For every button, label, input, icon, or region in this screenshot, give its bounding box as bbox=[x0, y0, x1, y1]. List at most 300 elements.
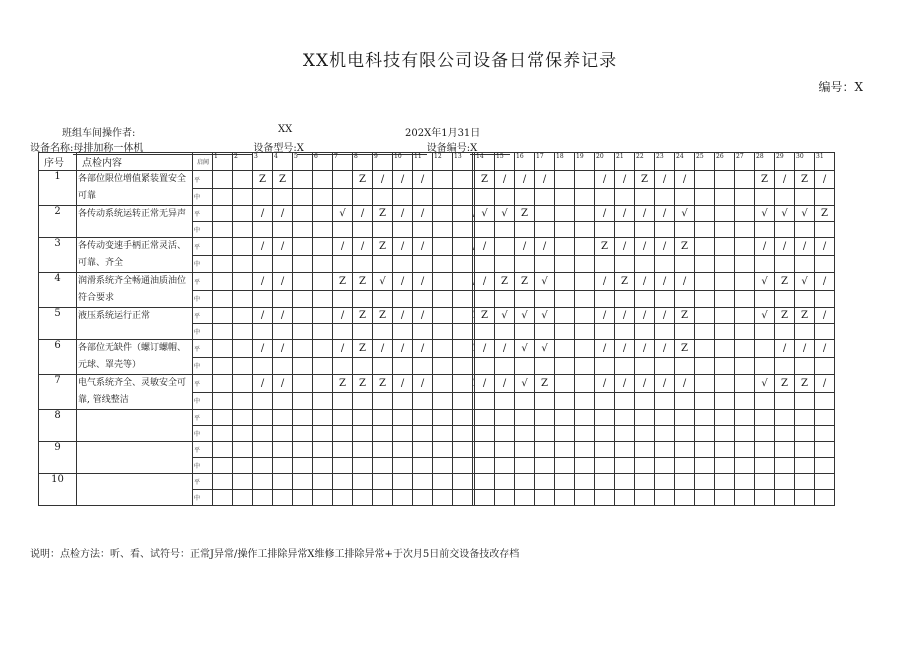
check-mark: Z bbox=[755, 171, 775, 189]
check-mark bbox=[755, 340, 775, 358]
check-mark bbox=[675, 474, 695, 490]
check-mark: / bbox=[815, 171, 835, 189]
check-mark bbox=[755, 426, 775, 442]
check-mark bbox=[333, 410, 353, 426]
check-mark bbox=[373, 490, 393, 506]
check-mark bbox=[755, 222, 775, 238]
check-mark bbox=[213, 490, 233, 506]
check-mark bbox=[555, 188, 575, 206]
check-mark: / bbox=[775, 171, 795, 189]
check-mark bbox=[293, 308, 313, 324]
table-row-day bbox=[39, 308, 835, 324]
check-mark bbox=[495, 474, 515, 490]
check-mark bbox=[313, 255, 333, 273]
check-mark: Z bbox=[815, 206, 835, 222]
check-mark bbox=[735, 255, 755, 273]
check-mark bbox=[293, 255, 313, 273]
check-mark bbox=[695, 375, 715, 393]
check-mark bbox=[213, 238, 233, 256]
check-mark: / bbox=[495, 375, 515, 393]
check-mark bbox=[233, 340, 253, 358]
check-mark bbox=[615, 188, 635, 206]
equipment-serial-label: 设备编号: bbox=[426, 143, 471, 154]
check-mark: / bbox=[615, 308, 635, 324]
header-no: 序号 bbox=[39, 153, 77, 171]
check-mark: Z bbox=[535, 375, 555, 393]
check-mark bbox=[393, 410, 413, 426]
check-mark: / bbox=[815, 375, 835, 393]
check-mark bbox=[515, 458, 535, 474]
check-mark bbox=[495, 442, 515, 458]
check-mark bbox=[213, 324, 233, 340]
check-mark: Z bbox=[353, 273, 373, 291]
check-mark bbox=[373, 324, 393, 340]
check-mark bbox=[695, 392, 715, 410]
check-mark: Z bbox=[675, 238, 695, 256]
table-row-day bbox=[39, 410, 835, 426]
check-mark bbox=[495, 290, 515, 308]
check-mark bbox=[253, 490, 273, 506]
check-mark bbox=[515, 290, 535, 308]
check-mark bbox=[293, 392, 313, 410]
shift-label: 中 bbox=[193, 324, 213, 340]
check-mark bbox=[675, 490, 695, 506]
check-mark bbox=[675, 458, 695, 474]
check-mark: / bbox=[815, 340, 835, 358]
check-mark bbox=[695, 340, 715, 358]
check-mark bbox=[293, 206, 313, 222]
check-mark bbox=[755, 290, 775, 308]
check-mark bbox=[795, 222, 815, 238]
check-mark bbox=[695, 474, 715, 490]
check-mark: / bbox=[413, 238, 433, 256]
check-mark: / bbox=[393, 171, 413, 189]
header-content: 点检内容 bbox=[77, 153, 193, 171]
check-mark bbox=[815, 458, 835, 474]
check-mark bbox=[515, 255, 535, 273]
check-mark bbox=[453, 188, 473, 206]
shift-label: 平 bbox=[193, 308, 213, 324]
item-number: 6 bbox=[39, 340, 77, 375]
check-mark: √ bbox=[515, 340, 535, 358]
check-mark bbox=[815, 290, 835, 308]
header-day: 24 bbox=[675, 153, 695, 171]
check-mark bbox=[475, 426, 495, 442]
check-mark bbox=[373, 255, 393, 273]
check-mark bbox=[755, 324, 775, 340]
header-day: 22 bbox=[635, 153, 655, 171]
check-mark bbox=[755, 255, 775, 273]
check-mark bbox=[313, 357, 333, 375]
check-mark bbox=[413, 458, 433, 474]
check-mark bbox=[213, 410, 233, 426]
shift-label: 平 bbox=[193, 171, 213, 189]
check-mark bbox=[675, 442, 695, 458]
check-mark bbox=[273, 324, 293, 340]
check-mark bbox=[453, 340, 473, 358]
check-mark bbox=[695, 426, 715, 442]
check-mark bbox=[675, 426, 695, 442]
check-mark: Z bbox=[253, 171, 273, 189]
check-mark bbox=[575, 273, 595, 291]
header-day: 10 bbox=[393, 153, 413, 171]
header-day: 29 bbox=[775, 153, 795, 171]
shift-label: 中 bbox=[193, 490, 213, 506]
check-mark bbox=[475, 188, 495, 206]
check-mark bbox=[655, 442, 675, 458]
check-mark bbox=[775, 290, 795, 308]
check-mark bbox=[555, 222, 575, 238]
header-day: 13 bbox=[453, 153, 473, 171]
check-mark bbox=[635, 357, 655, 375]
check-mark bbox=[433, 474, 453, 490]
check-mark bbox=[735, 490, 755, 506]
check-mark: √ bbox=[515, 375, 535, 393]
check-mark bbox=[715, 238, 735, 256]
check-mark: Z bbox=[595, 238, 615, 256]
check-mark bbox=[615, 255, 635, 273]
check-mark bbox=[795, 490, 815, 506]
check-mark bbox=[433, 392, 453, 410]
check-mark: Z bbox=[353, 340, 373, 358]
shift-label: 中 bbox=[193, 357, 213, 375]
check-mark bbox=[353, 490, 373, 506]
check-mark bbox=[213, 222, 233, 238]
check-mark bbox=[575, 222, 595, 238]
check-mark bbox=[735, 442, 755, 458]
check-mark bbox=[715, 474, 735, 490]
check-mark bbox=[353, 255, 373, 273]
check-mark bbox=[293, 357, 313, 375]
check-mark bbox=[313, 458, 333, 474]
check-mark bbox=[755, 458, 775, 474]
check-mark: √ bbox=[755, 206, 775, 222]
check-mark: √ bbox=[333, 206, 353, 222]
check-mark bbox=[795, 442, 815, 458]
check-mark bbox=[233, 458, 253, 474]
item-number: 1 bbox=[39, 171, 77, 206]
check-mark bbox=[233, 290, 253, 308]
header-day: 5 bbox=[293, 153, 313, 171]
check-mark bbox=[373, 222, 393, 238]
check-mark bbox=[715, 273, 735, 291]
check-mark bbox=[453, 375, 473, 393]
check-mark bbox=[453, 171, 473, 189]
table-row-day bbox=[39, 375, 835, 393]
check-mark bbox=[453, 222, 473, 238]
check-mark bbox=[495, 188, 515, 206]
check-mark bbox=[715, 171, 735, 189]
check-mark bbox=[675, 357, 695, 375]
check-mark bbox=[333, 490, 353, 506]
check-mark bbox=[293, 410, 313, 426]
item-number: 3 bbox=[39, 238, 77, 273]
check-mark bbox=[253, 474, 273, 490]
check-mark: / bbox=[413, 308, 433, 324]
check-mark: / bbox=[795, 238, 815, 256]
check-mark bbox=[433, 490, 453, 506]
item-content: 各部位限位增值紧装置安全可靠 bbox=[77, 171, 193, 206]
check-mark: / bbox=[475, 375, 495, 393]
check-mark bbox=[313, 490, 333, 506]
check-mark bbox=[253, 426, 273, 442]
check-mark bbox=[515, 324, 535, 340]
check-mark bbox=[615, 357, 635, 375]
check-mark bbox=[655, 458, 675, 474]
header-day: 15 bbox=[495, 153, 515, 171]
check-mark bbox=[655, 188, 675, 206]
check-mark bbox=[273, 490, 293, 506]
check-mark bbox=[655, 324, 675, 340]
check-mark: √ bbox=[515, 308, 535, 324]
check-mark bbox=[695, 238, 715, 256]
shift-label: 平 bbox=[193, 238, 213, 256]
check-mark bbox=[433, 324, 453, 340]
check-mark bbox=[735, 357, 755, 375]
check-mark bbox=[313, 340, 333, 358]
check-mark bbox=[515, 222, 535, 238]
check-mark bbox=[715, 426, 735, 442]
check-mark: / bbox=[615, 340, 635, 358]
check-mark bbox=[795, 392, 815, 410]
check-mark bbox=[555, 206, 575, 222]
check-mark: √ bbox=[495, 206, 515, 222]
check-mark bbox=[433, 188, 453, 206]
check-mark bbox=[253, 458, 273, 474]
check-mark bbox=[393, 426, 413, 442]
item-content bbox=[77, 442, 193, 474]
item-number: 8 bbox=[39, 410, 77, 442]
check-mark bbox=[495, 238, 515, 256]
check-mark bbox=[333, 458, 353, 474]
check-mark bbox=[475, 490, 495, 506]
table-row-day bbox=[39, 340, 835, 358]
legend-note: 说明：点检方法：听、看、试符号：正常J异常/操作工排除异常X维修工排除异常+于次月5日前交设备技改存档 bbox=[30, 549, 520, 560]
item-content: 各部位无缺件（螺订螺帽、元球、罩壳等） bbox=[77, 340, 193, 375]
check-mark bbox=[635, 410, 655, 426]
check-mark: Z bbox=[795, 171, 815, 189]
check-mark: / bbox=[253, 308, 273, 324]
check-mark bbox=[735, 392, 755, 410]
check-mark: Z bbox=[515, 273, 535, 291]
check-mark bbox=[715, 340, 735, 358]
check-mark bbox=[293, 474, 313, 490]
check-mark bbox=[815, 324, 835, 340]
check-mark bbox=[555, 290, 575, 308]
check-mark bbox=[695, 222, 715, 238]
check-mark bbox=[715, 490, 735, 506]
check-mark bbox=[313, 410, 333, 426]
table-row-day bbox=[39, 206, 835, 222]
check-mark: / bbox=[815, 238, 835, 256]
check-mark bbox=[253, 410, 273, 426]
check-mark: Z bbox=[775, 375, 795, 393]
check-mark bbox=[433, 375, 453, 393]
check-mark bbox=[795, 426, 815, 442]
check-mark bbox=[715, 442, 735, 458]
check-mark: Z bbox=[795, 308, 815, 324]
check-mark bbox=[313, 290, 333, 308]
check-mark bbox=[595, 392, 615, 410]
check-mark bbox=[535, 324, 555, 340]
check-mark bbox=[815, 357, 835, 375]
check-mark bbox=[695, 308, 715, 324]
check-mark bbox=[433, 222, 453, 238]
check-mark bbox=[555, 410, 575, 426]
check-mark bbox=[453, 458, 473, 474]
check-mark bbox=[755, 357, 775, 375]
check-mark: / bbox=[333, 308, 353, 324]
check-mark bbox=[775, 458, 795, 474]
check-mark bbox=[775, 357, 795, 375]
check-mark bbox=[433, 410, 453, 426]
equipment-model-label: 设备型号: bbox=[253, 143, 297, 154]
check-mark bbox=[575, 171, 595, 189]
check-mark bbox=[635, 442, 655, 458]
check-mark bbox=[453, 255, 473, 273]
check-mark bbox=[575, 340, 595, 358]
header-day: 28 bbox=[755, 153, 775, 171]
check-mark bbox=[213, 255, 233, 273]
check-mark bbox=[495, 410, 515, 426]
check-mark bbox=[393, 458, 413, 474]
check-mark: / bbox=[413, 171, 433, 189]
maintenance-record-table bbox=[38, 152, 835, 506]
check-mark: Z bbox=[475, 308, 495, 324]
shift-label: 中 bbox=[193, 392, 213, 410]
check-mark: Z bbox=[353, 308, 373, 324]
check-mark bbox=[253, 255, 273, 273]
equipment-model-value: X bbox=[297, 143, 427, 155]
check-mark bbox=[795, 410, 815, 426]
check-mark bbox=[775, 222, 795, 238]
check-mark bbox=[695, 273, 715, 291]
check-mark bbox=[695, 410, 715, 426]
check-mark bbox=[535, 410, 555, 426]
check-mark: Z bbox=[333, 375, 353, 393]
header-day: 27 bbox=[735, 153, 755, 171]
operator-label: 班组车间操作者: bbox=[62, 128, 136, 139]
table-row-day bbox=[39, 171, 835, 189]
check-mark: √ bbox=[755, 375, 775, 393]
check-mark bbox=[715, 392, 735, 410]
item-content: 液压系统运行正常 bbox=[77, 308, 193, 340]
check-mark bbox=[635, 324, 655, 340]
check-mark: / bbox=[413, 375, 433, 393]
shift-label: 中 bbox=[193, 188, 213, 206]
check-mark bbox=[735, 273, 755, 291]
check-mark bbox=[413, 290, 433, 308]
check-mark: / bbox=[655, 171, 675, 189]
check-mark bbox=[393, 357, 413, 375]
check-mark: Z bbox=[475, 171, 495, 189]
check-mark bbox=[433, 458, 453, 474]
check-mark: / bbox=[595, 206, 615, 222]
check-mark bbox=[313, 273, 333, 291]
check-mark: / bbox=[253, 238, 273, 256]
check-mark: / bbox=[475, 340, 495, 358]
check-mark: / bbox=[655, 340, 675, 358]
check-mark: / bbox=[675, 273, 695, 291]
check-mark bbox=[413, 324, 433, 340]
check-mark bbox=[495, 324, 515, 340]
check-mark: √ bbox=[755, 308, 775, 324]
check-mark bbox=[655, 410, 675, 426]
check-mark bbox=[715, 290, 735, 308]
check-mark bbox=[433, 357, 453, 375]
header-day: 8 bbox=[353, 153, 373, 171]
header-day: 7 bbox=[333, 153, 353, 171]
check-mark bbox=[595, 458, 615, 474]
check-mark bbox=[353, 290, 373, 308]
check-mark bbox=[795, 290, 815, 308]
check-mark bbox=[293, 490, 313, 506]
check-mark bbox=[575, 474, 595, 490]
check-mark bbox=[333, 442, 353, 458]
check-mark bbox=[515, 474, 535, 490]
check-mark bbox=[393, 222, 413, 238]
check-mark bbox=[313, 392, 333, 410]
check-mark: / bbox=[495, 340, 515, 358]
check-mark bbox=[695, 324, 715, 340]
check-mark bbox=[555, 490, 575, 506]
check-mark bbox=[555, 442, 575, 458]
check-mark: / bbox=[615, 206, 635, 222]
check-mark: / bbox=[253, 375, 273, 393]
check-mark bbox=[213, 188, 233, 206]
check-mark bbox=[233, 426, 253, 442]
check-mark bbox=[475, 222, 495, 238]
check-mark bbox=[575, 206, 595, 222]
check-mark: / bbox=[413, 273, 433, 291]
check-mark bbox=[413, 474, 433, 490]
check-mark bbox=[815, 474, 835, 490]
check-mark bbox=[213, 442, 233, 458]
check-mark: √ bbox=[535, 273, 555, 291]
check-mark bbox=[213, 206, 233, 222]
table-row-day bbox=[39, 238, 835, 256]
shift-label: 平 bbox=[193, 273, 213, 291]
check-mark bbox=[233, 255, 253, 273]
check-mark bbox=[735, 410, 755, 426]
check-mark bbox=[775, 324, 795, 340]
check-mark bbox=[373, 357, 393, 375]
check-mark bbox=[233, 238, 253, 256]
check-mark bbox=[413, 442, 433, 458]
check-mark: Z bbox=[333, 273, 353, 291]
check-mark bbox=[655, 490, 675, 506]
check-mark bbox=[453, 357, 473, 375]
check-mark bbox=[495, 392, 515, 410]
check-mark bbox=[273, 188, 293, 206]
check-mark bbox=[253, 188, 273, 206]
check-mark bbox=[555, 474, 575, 490]
check-mark bbox=[695, 442, 715, 458]
check-mark bbox=[495, 222, 515, 238]
table-row-day bbox=[39, 474, 835, 490]
check-mark: / bbox=[815, 273, 835, 291]
check-mark: / bbox=[655, 308, 675, 324]
check-mark bbox=[615, 458, 635, 474]
check-mark bbox=[475, 290, 495, 308]
check-mark: / bbox=[595, 308, 615, 324]
header-day: 18 bbox=[555, 153, 575, 171]
check-mark bbox=[253, 442, 273, 458]
check-mark bbox=[695, 490, 715, 506]
check-mark bbox=[213, 340, 233, 358]
check-mark bbox=[595, 490, 615, 506]
check-mark bbox=[233, 273, 253, 291]
